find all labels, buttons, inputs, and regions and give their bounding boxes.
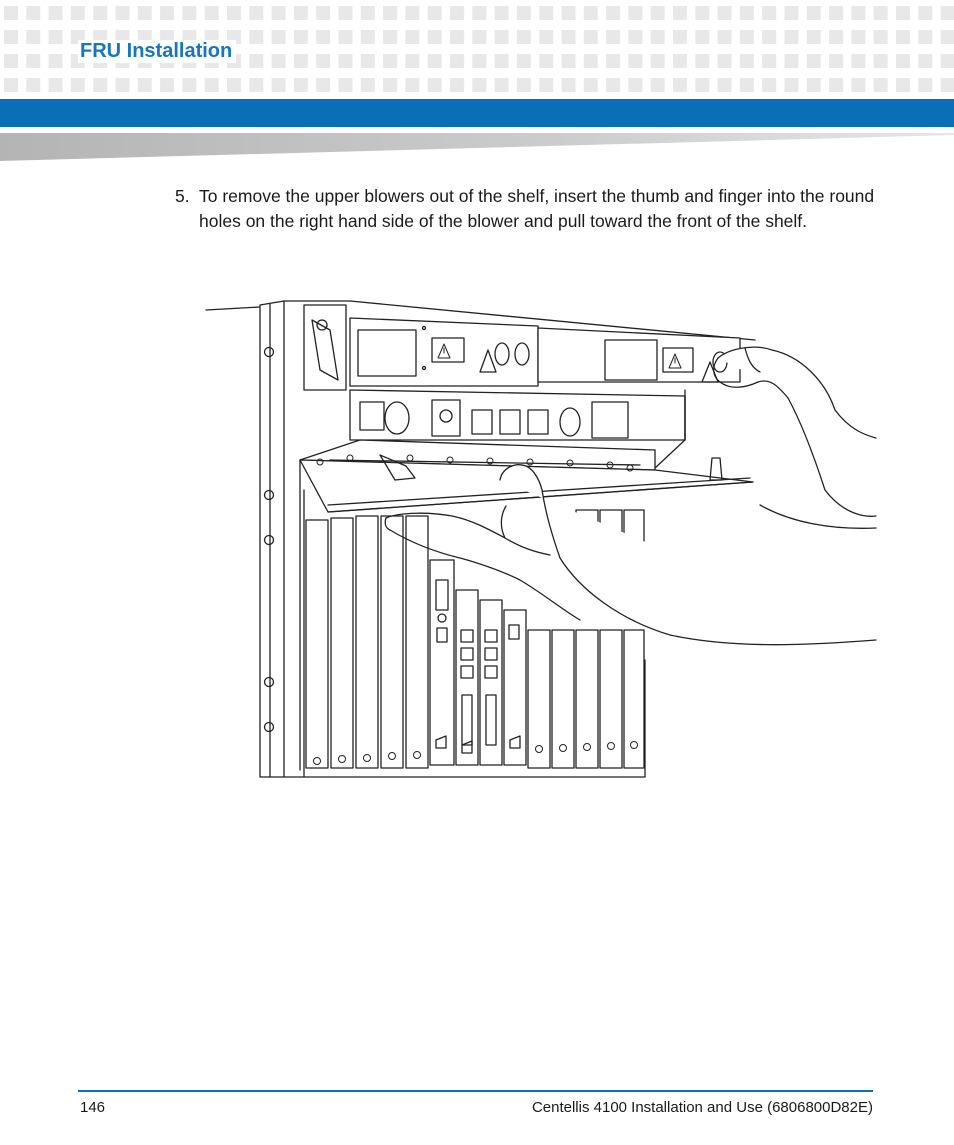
header-accent-bar [0, 99, 954, 127]
section-title: FRU Installation [78, 40, 236, 63]
page-number: 146 [80, 1099, 106, 1116]
blade-cards [430, 560, 526, 765]
instruction-step [175, 184, 885, 234]
step-number: 5. [175, 186, 190, 206]
step-text: To remove the upper blowers out of the shelf, insert the thumb and finger into the round holes on the right hand side of the blower and pull toward the front of the shelf. [199, 186, 875, 231]
footer-rule [78, 1090, 873, 1092]
header-gray-wedge [0, 127, 954, 163]
document-title: Centellis 4100 Installation and Use (6806800D82E) [531, 1099, 873, 1116]
blower-removal-illustration [200, 290, 880, 782]
